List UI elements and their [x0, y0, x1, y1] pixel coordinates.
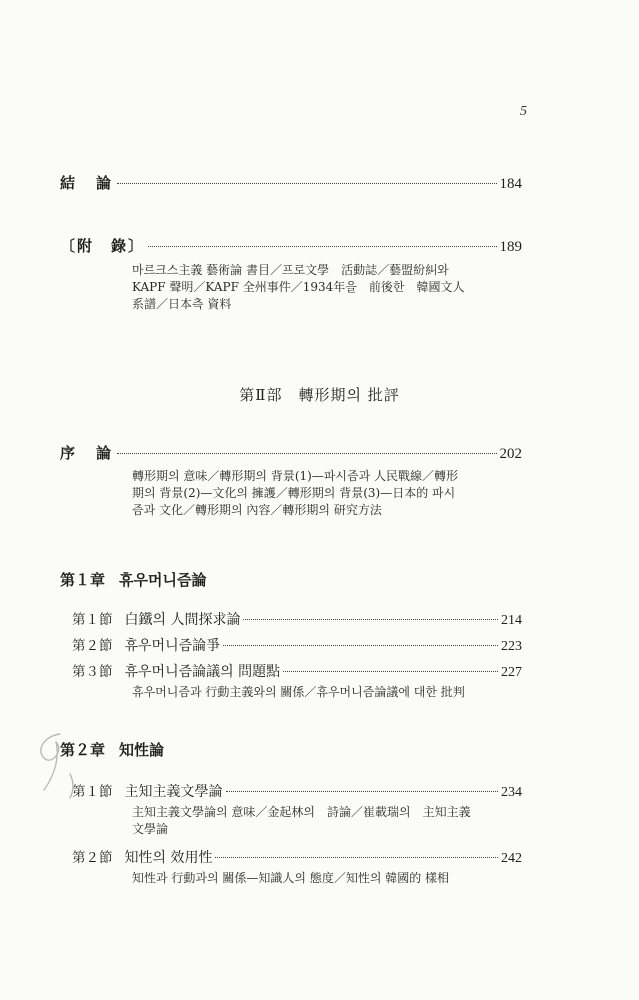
chapter-number: 第１章 — [60, 571, 106, 589]
toc-page: 234 — [501, 785, 522, 800]
toc-description: 知性과 行動과의 關係—知識人의 態度／知性의 韓國的 樣相 — [132, 871, 450, 885]
dot-leader — [215, 856, 498, 858]
toc-page: 189 — [499, 239, 522, 255]
toc-description: 마르크스主義 藝術論 書目／프로文學 活動誌／藝盟紛糾와 KAPF 聲明／KAPF 全州事件／1934年을 前後한 韓國文人 系譜／日本측 資料 — [132, 263, 465, 311]
chapter-heading — [60, 569, 206, 590]
toc-label: 結 論 — [60, 174, 115, 192]
dot-leader — [226, 790, 499, 792]
toc-label: 〔附 錄〕 — [60, 237, 146, 255]
section-number: 第２節 — [72, 850, 113, 866]
toc-page: 227 — [501, 665, 522, 680]
dot-leader — [223, 644, 498, 646]
section-number: 第２節 — [72, 638, 113, 654]
dot-leader — [117, 452, 496, 454]
part-title: 第Ⅱ部 轉形期의 批評 — [239, 386, 400, 404]
dot-leader — [148, 245, 496, 247]
toc-page: 214 — [501, 613, 522, 628]
dot-leader — [117, 182, 496, 184]
section-number: 第３節 — [72, 664, 113, 680]
toc-entry-section[interactable] — [72, 846, 522, 867]
dot-leader — [283, 670, 498, 672]
dot-leader — [243, 618, 498, 620]
toc-page: 223 — [501, 639, 522, 654]
toc-description: 轉形期의 意味／轉形期의 背景(1)—파시즘과 人民戰線／轉形 期의 背景(2)—文化의 擁護／轉形期의 背景(3)—日本的 파시 즘과 文化／轉形期의 內容／轉形期의 研究方法 — [132, 469, 458, 517]
toc-page: 184 — [499, 176, 522, 192]
chapter-title: 휴우머니즘論 — [119, 571, 207, 589]
toc-entry-section[interactable] — [72, 608, 522, 629]
section-number: 第１節 — [72, 612, 113, 628]
chapter-title: 知性論 — [119, 741, 165, 759]
toc-page: 202 — [499, 446, 522, 462]
toc-entry-section[interactable] — [72, 660, 522, 681]
toc-page: 242 — [501, 851, 522, 866]
toc-label: 序 論 — [60, 444, 115, 462]
toc-entry-appendix[interactable] — [60, 235, 522, 256]
chapter-number: 第２章 — [60, 741, 106, 759]
section-title: 휴우머니즘論爭 — [124, 638, 221, 654]
section-title: 휴우머니즘論議의 問題點 — [124, 664, 281, 680]
toc-entry-preface[interactable] — [60, 442, 522, 463]
section-title: 主知主義文學論 — [124, 784, 223, 800]
section-number: 第１節 — [72, 784, 113, 800]
page-number: 5 — [520, 104, 527, 119]
pencil-mark-icon — [30, 728, 80, 800]
toc-entry-section[interactable] — [72, 780, 522, 801]
toc-entry-section[interactable] — [72, 634, 522, 655]
section-title: 白鐵의 人間探求論 — [124, 612, 241, 628]
toc-description: 主知主義文學論의 意味／金起林의 詩論／崔載瑞의 主知主義 文學論 — [132, 805, 471, 836]
toc-description: 휴우머니즘과 行動主義와의 關係／휴우머니즘論議에 대한 批判 — [132, 685, 465, 699]
section-title: 知性의 效用性 — [124, 850, 213, 866]
toc-entry-conclusion[interactable] — [60, 172, 522, 193]
